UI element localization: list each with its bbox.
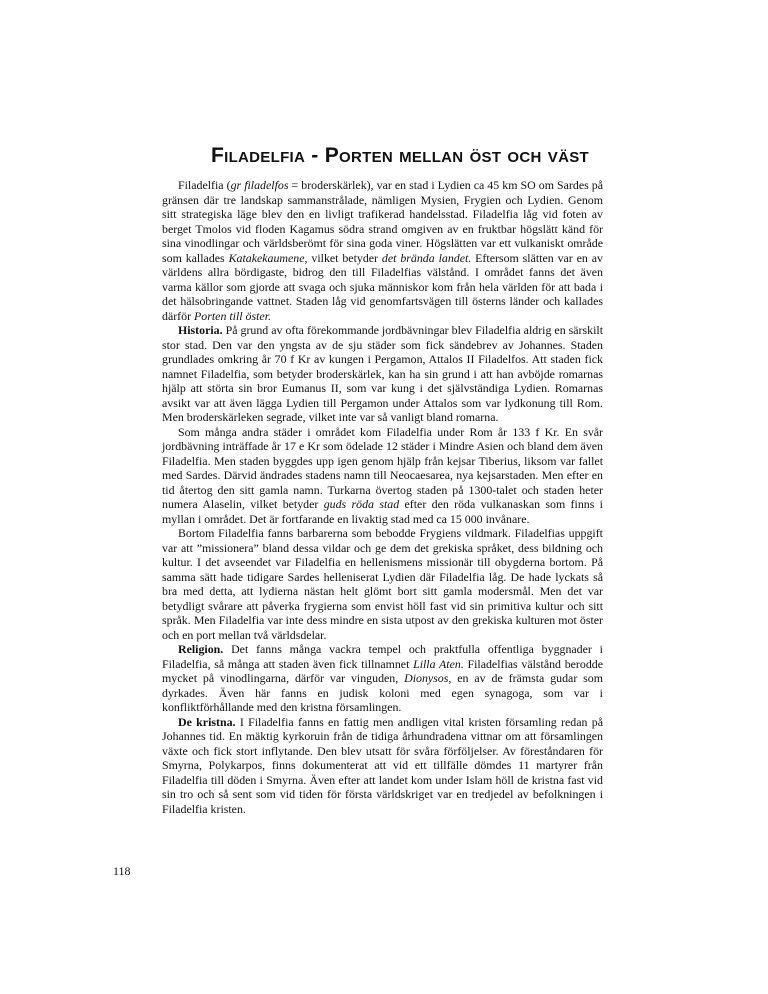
paragraph-text: Eftersom slätten var en av världens allra bördigaste, bidrog den till Filadelfias välstånd. I området fanns det även varma källor som gjorde att svaga och sjuka människor kom från hela världen för att bada i det hälsobringande vattnet. Staden låg vid genomfartsvägen till österns länder och kallades därför bbox=[162, 250, 603, 323]
italic-text: det brända landet. bbox=[381, 250, 472, 265]
paragraph-text: Bortom Filadelfia fanns barbarerna som bebodde Frygiens vildmark. Filadelfias uppgift var att ”missionera” bland dessa vildar och ge dem det grekiska språket, dess bildning och kultur. I det avseendet var Filadelfia en hellenismens missionär till obygderna bortom. På samma sätt hade tidigare Sardes helleniserat Lydien där Filadelfia låg. De hade lyckats så bra med detta, att lydierna nästan helt glömt bort sitt gamla modersmål. Men det var betydligt svårare att påverka frygierna som envist höll fast vid sin primitiva kultur och sitt språk. Men Filadelfia var inte dess mindre en sista utpost av den grekiska kulturen mot öster och en port mellan två världsdelar. bbox=[162, 526, 603, 642]
paragraph-lead: Religion. bbox=[178, 642, 224, 656]
italic-text: guds röda stad bbox=[323, 497, 400, 511]
italic-text: Dionysos, bbox=[404, 671, 452, 685]
paragraph-text: På grund av ofta förekommande jordbävningar blev Filadelfia aldrig en särskilt stor stad. Den var den yngsta av de sju städer som fick sändebrev av Johannes. Staden grundlades omkring år 70 f Kr av kungen i Pergamon, Attalos II Filadelfos. Att staden fick namnet Filadelfia, som betyder broderskärlek, kan ha sin grund i att han avböjde romarnas hjälp att störta sin bror Eumanus II, som var kung i det självständiga Lydien. Romarnas avsikt var att även lägga Lydien till Pergamon under Attalos som var lydkonung till Rom. Men broderskärleken segrade, vilket inte var så vanligt bland romarna. bbox=[162, 323, 603, 424]
paragraph-barbarer bbox=[162, 526, 603, 642]
paragraph-text: I Filadelfia fanns en fattig men andligen vital kristen församling redan på Johannes tid. En mäktig kyrkoruin från de tidiga århundradena vittnar om att församlingen växte och fick stort inflytande. Den blev utsatt för svåra förföljelser. Av föreståndaren för Smyrna, Polykarpos, finns dokumenterat att vid ett tillfälle dömdes 11 martyrer från Filadelfia till döden i Smyrna. Även efter att landet kom under Islam höll de kristna fast vid sin tro och så sent som vid tiden för första världskriget var en tredjedel av befolkningen i Filadelfia kristen. bbox=[162, 714, 603, 816]
page-number: 118 bbox=[113, 864, 131, 878]
paragraph-text: efter den röda vulkanaskan som finns i myllan i området. Det är fortfarande en livaktig stad med ca 15 000 invånare. bbox=[162, 497, 603, 526]
paragraph-lead: De kristna. bbox=[178, 714, 236, 729]
paragraph-text: Filadelfia ( bbox=[178, 178, 231, 192]
italic-text: Katakekaumene, bbox=[228, 250, 308, 265]
paragraph-religion bbox=[162, 642, 603, 715]
italic-text: gr filadelfos bbox=[230, 178, 289, 192]
paragraph-de-kristna bbox=[162, 715, 603, 817]
paragraph-text: = broderskärlek), var en stad i Lydien ca 45 km SO om Sardes på gränsen där tre landskap sammanstrålade, nämligen Mysien, Frygien och Lydien. Genom sitt strategiska läge blev den en livligt trafikerad handelsstad. Filadelfia låg vid foten av berget Tmolos vid floden Kagamus södra strand omgiven av en fruktbar högslätt känd för sina vinodlingar och världsberömt för sina goda viner. Högslätten var ett vulkaniskt område som kallades bbox=[162, 178, 603, 265]
paragraph-rom bbox=[162, 425, 603, 527]
paragraph-text: Filadelfias välstånd berodde mycket på vinodlingarna, därför var vinguden, bbox=[162, 656, 603, 685]
paragraph-text: vilket betyder bbox=[307, 250, 382, 265]
italic-text: Lilla Aten. bbox=[413, 656, 464, 671]
paragraph-text: Som många andra städer i området kom Filadelfia under Rom år 133 f Kr. En svår jordbävning inträffade år 17 e Kr som ödelade 12 städer i Mindre Asien och bland dem även Filadelfia. Men staden byggdes upp igen genom hjälp från kejsar Tiberius, liksom var fallet med Sardes. Därvid ändrades stadens namn till Neocaesarea, nya kejsarstaden. Men efter en tid återtog den sitt gamla namn. Turkarna övertog staden på 1300-talet och staden heter numera Alaselin, vilket betyder bbox=[162, 424, 603, 511]
italic-text: Porten till öster. bbox=[194, 308, 271, 323]
page-title: Filadelfia - Porten mellan öst och väst bbox=[210, 144, 590, 167]
paragraph-historia bbox=[162, 323, 603, 425]
body-text bbox=[162, 178, 603, 816]
paragraph-text: en av de främsta gudar som dyrkades. Även här fanns en judisk koloni med egen synagoga, som var i konfliktförhållande med den kristna församlingen. bbox=[162, 671, 603, 714]
paragraph-intro bbox=[162, 178, 603, 323]
paragraph-lead: Historia. bbox=[178, 323, 223, 337]
paragraph-text: Det fanns många vackra tempel och praktfulla offentliga byggnader i Filadelfia, så många att staden även fick tillnamnet bbox=[162, 642, 603, 671]
